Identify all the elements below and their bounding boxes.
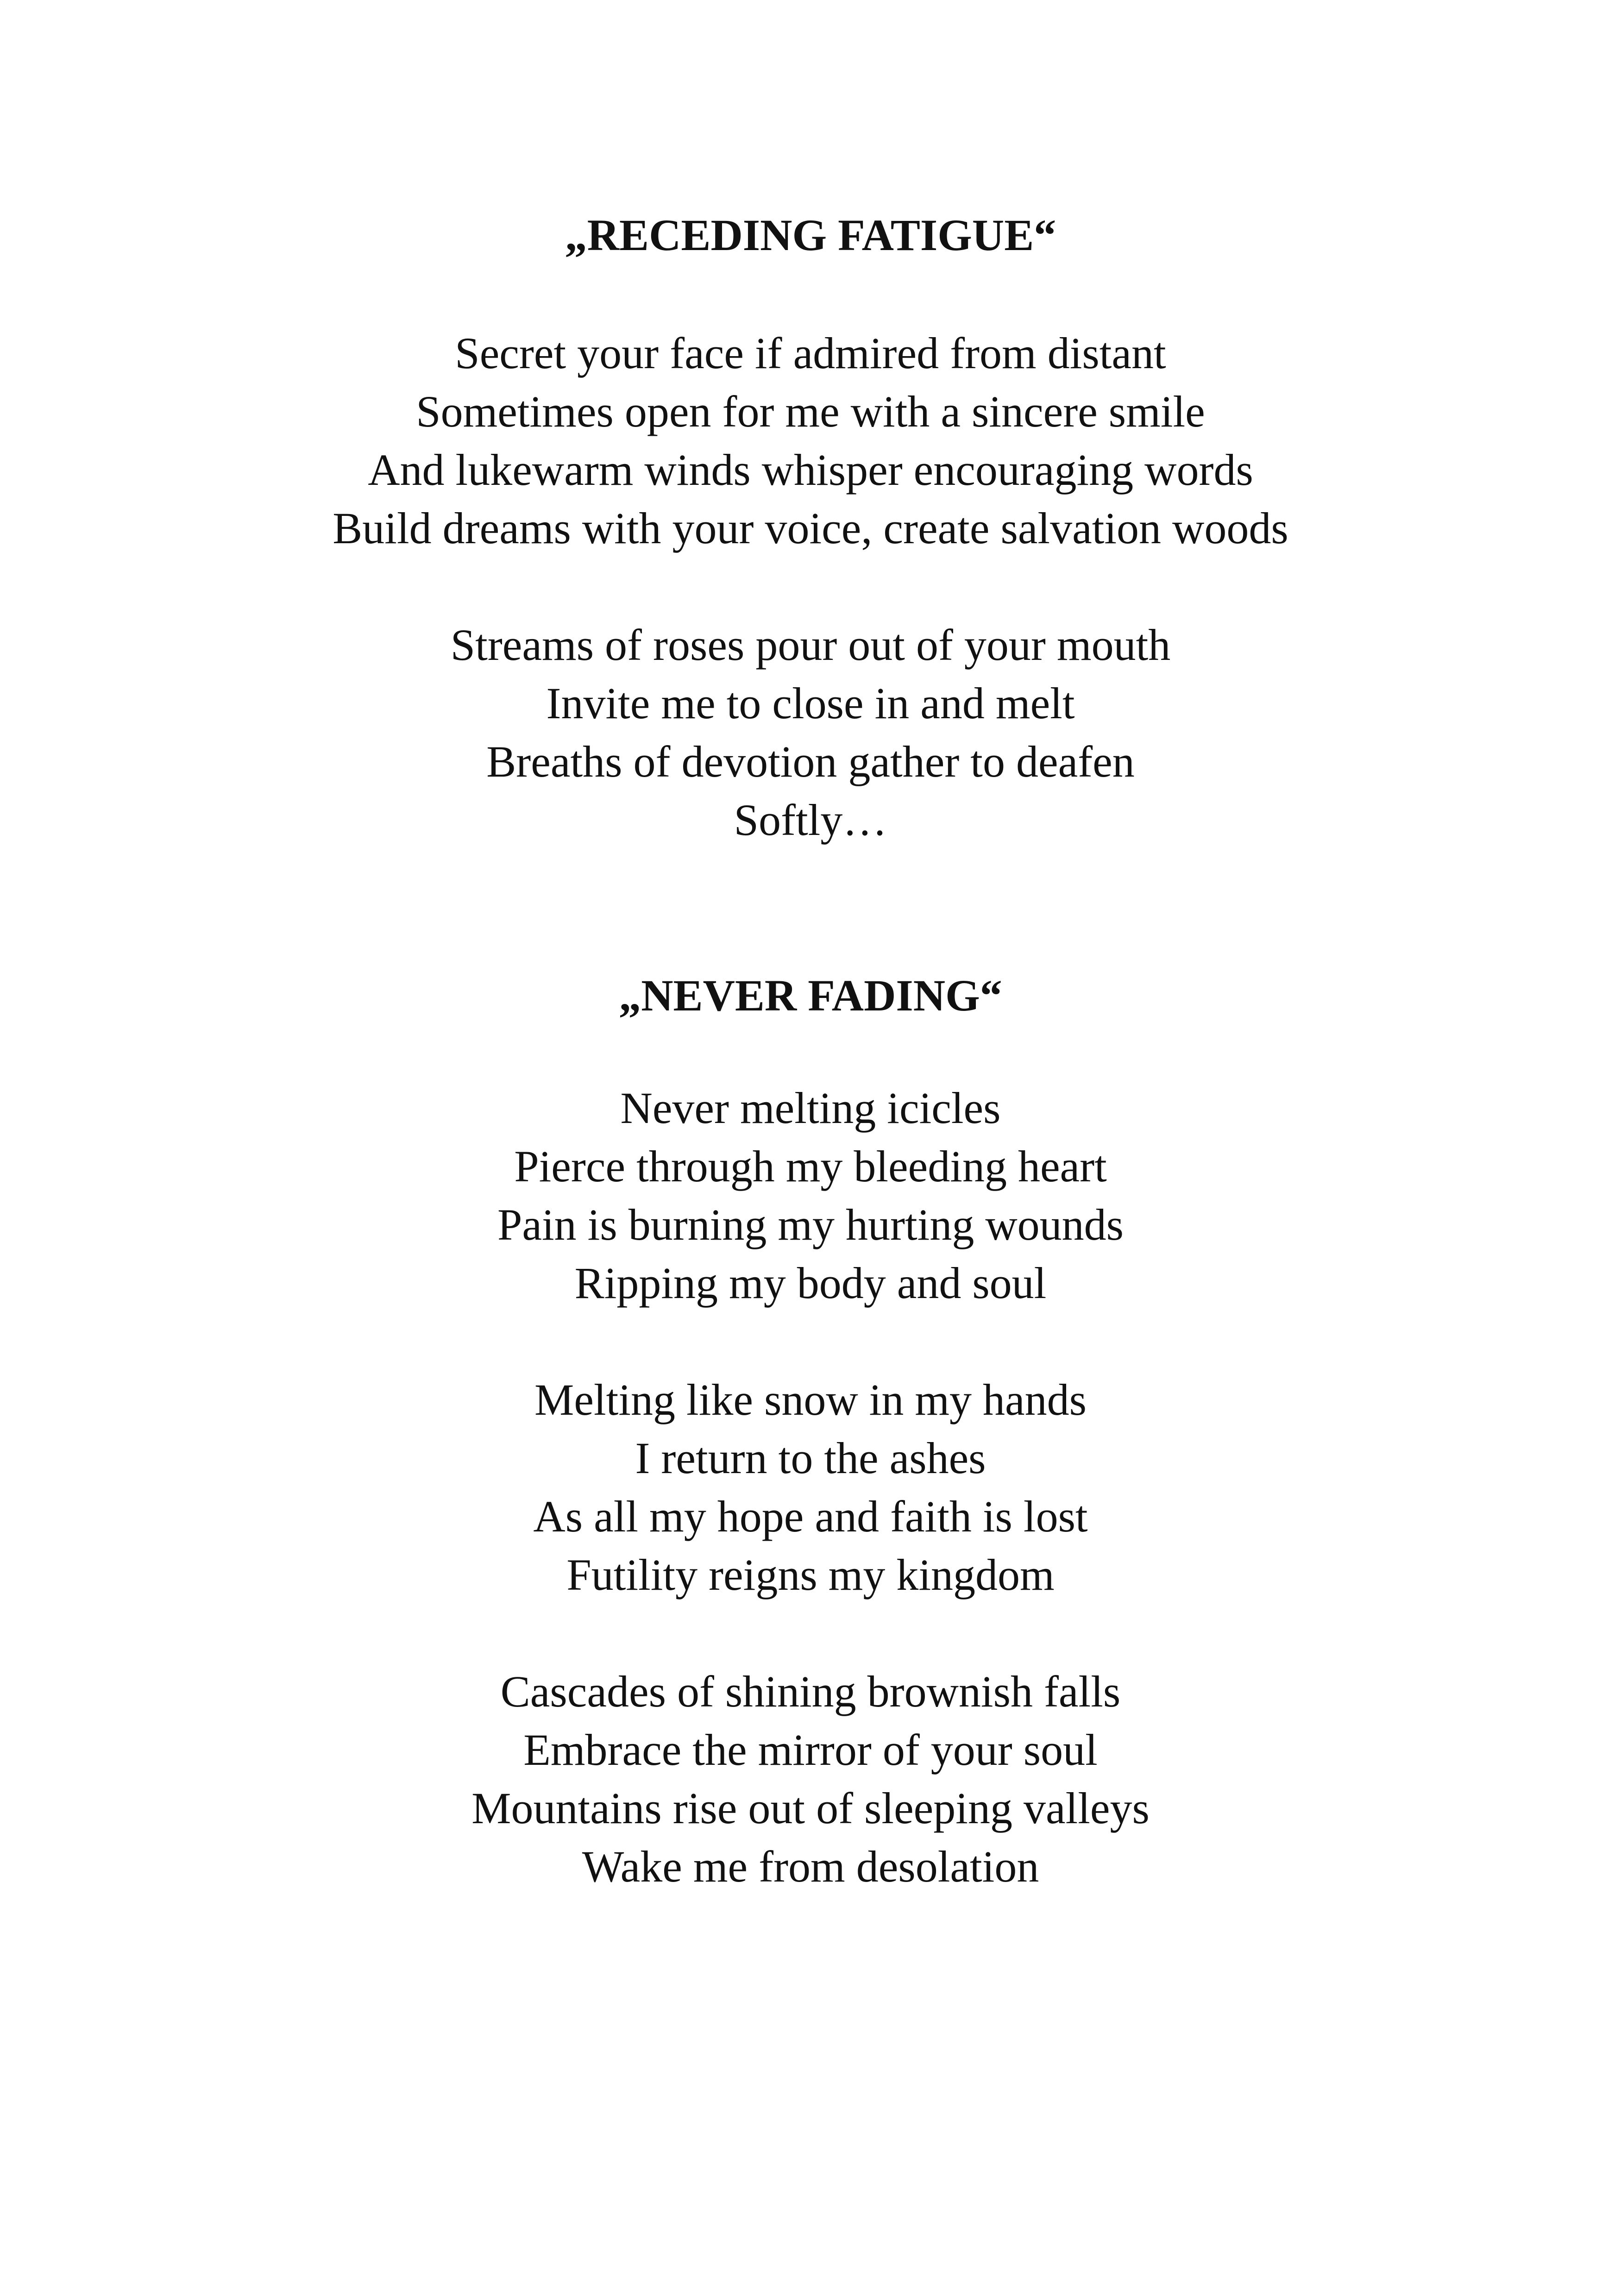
poem-line: Softly…	[734, 795, 887, 845]
poem-stanza	[0, 324, 1621, 558]
poem-line: Streams of roses pour out of your mouth	[450, 620, 1171, 670]
poem-line: Never melting icicles	[620, 1083, 1001, 1133]
poem-line: Invite me to close in and melt	[546, 678, 1075, 728]
poem-line: I return to the ashes	[635, 1433, 986, 1483]
poem-title-receding-fatigue: „RECEDING FATIGUE“	[565, 210, 1056, 260]
poem-stanza	[0, 616, 1621, 849]
poem-line: Futility reigns my kingdom	[566, 1550, 1055, 1600]
poem-line: Pierce through my bleeding heart	[514, 1142, 1107, 1191]
poem-line: Melting like snow in my hands	[534, 1375, 1087, 1424]
poem-stanza	[0, 1079, 1621, 1312]
poem-stanza	[0, 1371, 1621, 1604]
poem-line: Ripping my body and soul	[574, 1258, 1047, 1308]
poem-line: Breaths of devotion gather to deafen	[486, 737, 1135, 786]
poem-stanza	[0, 1662, 1621, 1896]
poem-line: And lukewarm winds whisper encouraging words	[368, 445, 1253, 495]
poem-line: Wake me from desolation	[582, 1842, 1039, 1891]
poem-line: Pain is burning my hurting wounds	[497, 1200, 1124, 1249]
poem-line: Cascades of shining brownish falls	[500, 1667, 1121, 1716]
poem-line: Sometimes open for me with a sincere smile	[416, 387, 1205, 436]
poem-title-never-fading: „NEVER FADING“	[619, 971, 1002, 1020]
poem-line: Embrace the mirror of your soul	[523, 1725, 1098, 1775]
poem-line: As all my hope and faith is lost	[533, 1492, 1088, 1541]
poem-line: Build dreams with your voice, create salvation woods	[333, 503, 1288, 553]
poem-line: Mountains rise out of sleeping valleys	[471, 1783, 1150, 1833]
poem-line: Secret your face if admired from distant	[455, 328, 1166, 378]
